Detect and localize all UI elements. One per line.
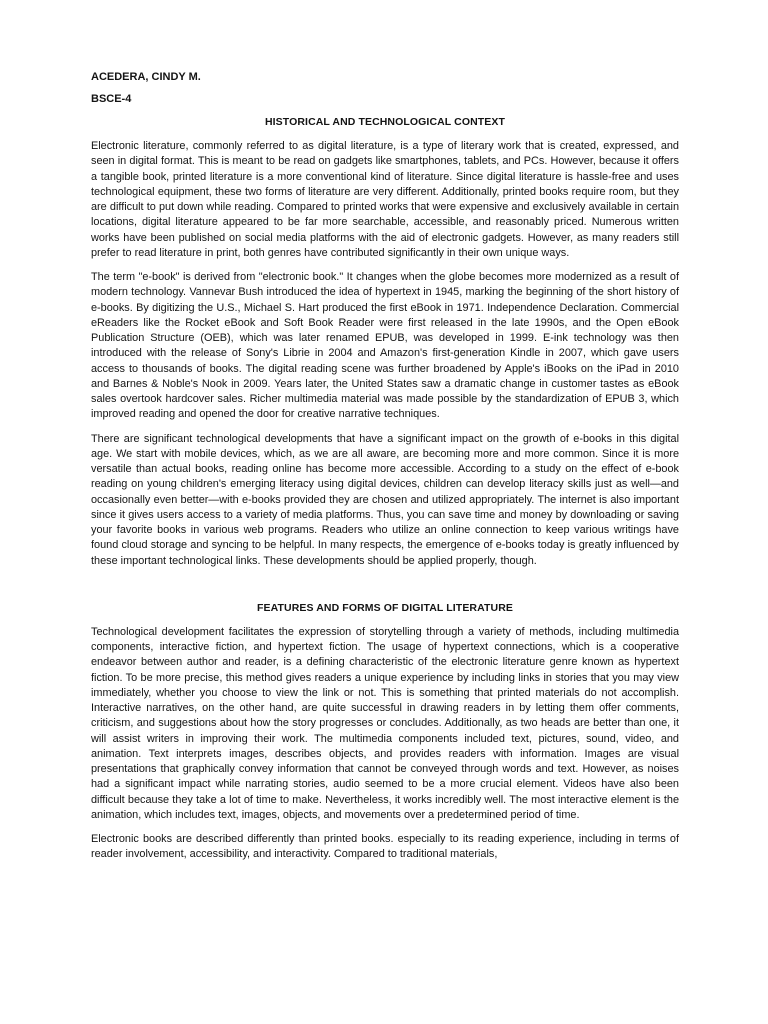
section-heading-historical: HISTORICAL AND TECHNOLOGICAL CONTEXT	[264, 116, 506, 128]
section-heading-features: FEATURES AND FORMS OF DIGITAL LITERATURE	[257, 601, 513, 614]
author-name: ACEDERA, CINDY M.	[91, 71, 201, 83]
paragraph: Electronic literature, commonly referred to as digital literature, is a type of literary work that is created, expressed, and seen in digital format. This is meant to be read on gadgets like smartphones, tablets, and PCs. However, because it offers a tangible book, printed literature is a more conventional kind of literature. Since digital literature is hassle-free and uses technological equipment, these two forms of literature are very different. Additionally, printed books require room, but they are difficult to put down while reading. Compared to printed works that were expensive and exclusively available in certain locations, digital literature appeared to be far more searchable, accessible, and reasonably priced. Numerous written works have been published on social media platforms with the aid of electronic gadgets. However, as many readers still prefer to read literature in print, both genres have contributed significantly in their own unique ways.	[91, 140, 679, 259]
paragraph: Technological development facilitates the expression of storytelling through a variety of methods, including multimedia components, interactive fiction, and hypertext fiction. The usage of hypertext connections, which is a cooperative endeavor between author and reader, is a defining characteristic of the electronic literature genre known as hypertext fiction. To be more precise, this method gives readers a unique experience by including links in stories that you may view immediately, whether you choose to view the link or not. This is something that printed materials do not accomplish. Interactive narratives, on the other hand, are quite successful in drawing readers in by letting them offer comments, criticism, and suggestions about how the story progresses or concludes. Additionally, as two heads are better than one, it will assist writers in improving their work. The multimedia components included text, pictures, sound, video, and animation. Text interprets images, describes objects, and provides readers with information. Images are visual presentations that graphically convey information that cannot be conveyed through words and text. However, as noises had a significant impact while narrating stories, audio seemed to be a more crucial element. Videos have also been difficult because they take a lot of time to make. Nevertheless, it works incredibly well. The most interactive element is the animation, which includes text, images, objects, and movements over a predetermined period of time.	[91, 625, 679, 821]
paragraph: The term "e-book" is derived from "electronic book." It changes when the globe becomes more modernized as a result of modern technology. Vannevar Bush introduced the idea of hypertext in 1945, marking the beginning of the short history of e-books. By digitizing the U.S., Michael S. Hart produced the first eBook in 1971. Independence Declaration. Commercial eReaders like the Rocket eBook and Soft Book Reader were first released in the late 1990s, and the Open eBook Publication Structure (OEB), which was later renamed EPUB, was developed in 1999. E-ink technology was then introduced with the release of Sony's Librie in 2004 and Amazon's first-generation Kindle in 2007, which gave users access to thousands of books. The digital reading scene was further broadened by Apple's iBooks on the iPad in 2010 and Barnes & Noble's Nook in 2009. Years later, the United States saw a dramatic change in customer tastes as eBook sales overtook hardcover sales. Richer multimedia material was made possible by the standardization of EPUB 3, which improved reading and opened the door for creative narrative techniques.	[91, 271, 679, 421]
course-code: BSCE-4	[91, 93, 132, 105]
paragraph: Electronic books are described differently than printed books. especially to its reading experience, including in terms of reader involvement, accessibility, and interactivity. Compared to traditional materials,	[91, 833, 679, 861]
document-body	[91, 70, 679, 863]
paragraph: There are significant technological developments that have a significant impact on the growth of e-books in this digital age. We start with mobile devices, which, as we are all aware, are becoming more and more common. Since it is more versatile than actual books, reading online has become more accessible. According to a study on the effect of e-book reading on young children's emerging literacy using digital devices, children can develop literacy skills just as well—and occasionally even better—with e-books provided they are chosen and utilized appropriately. The internet is also important since it gives users access to a variety of media platforms. Thus, you can save time and money by downloading or saving your favorite books in various web programs. Readers who utilize an online connection to keep various writings have found cloud storage and syncing to be helpful. In many respects, the emergence of e-books today is greatly influenced by these important technological links. These developments should be applied properly, though.	[91, 432, 679, 567]
